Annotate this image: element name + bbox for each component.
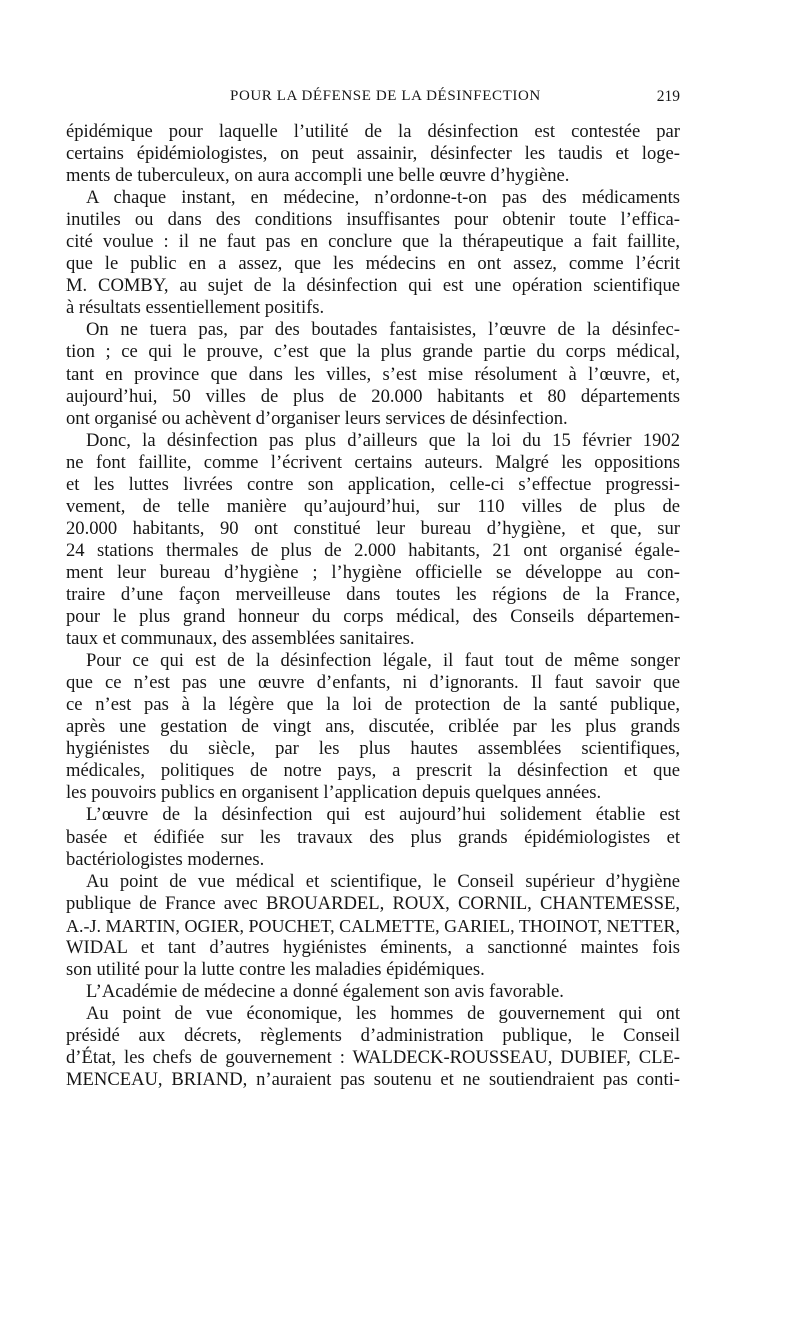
text-line: ce n’est pas à la légère que la loi de protection de la santé publique, (66, 694, 680, 716)
text-line: 24 stations thermales de plus de 2.000 habitants, 21 ont organisé égale- (66, 539, 680, 561)
text-line: après une gestation de vingt ans, discutée, criblée par les plus grands (66, 716, 680, 738)
text-line: présidé aux décrets, règlements d’administration publique, le Conseil (66, 1024, 680, 1046)
text-line: et les luttes livrées contre son application, celle-ci s’effectue progressi- (66, 473, 680, 495)
text-line: Pour ce qui est de la désinfection légale, il faut tout de même songer (86, 650, 680, 672)
text-line: taux et communaux, des assemblées sanitaires. (66, 628, 415, 650)
text-line: les pouvoirs publics en organisent l’application depuis quelques années. (66, 782, 602, 804)
text-line: MENCEAU, BRIAND, n’auraient pas soutenu et ne soutiendraient pas conti- (66, 1069, 680, 1091)
text-line: ment leur bureau d’hygiène ; l’hygiène officielle se développe au con- (66, 561, 680, 583)
text-line: basée et édifiée sur les travaux des plus grands épidémiologistes et (66, 826, 680, 848)
text-line: publique de France avec BROUARDEL, ROUX, CORNIL, CHANTEMESSE, (66, 892, 680, 914)
text-line: d’État, les chefs de gouvernement : WALDECK-ROUSSEAU, DUBIEF, CLE- (66, 1046, 680, 1068)
text-line: traire d’une façon merveilleuse dans toutes les régions de la France, (66, 583, 680, 605)
page-number: 219 (656, 88, 680, 105)
text-line: tion ; ce qui le prouve, c’est que la plus grande partie du corps médical, (66, 341, 680, 363)
page-header (66, 88, 680, 112)
text-line: que le public en a assez, que les médecins en ont assez, comme l’écrit (66, 253, 680, 275)
text-line: épidémique pour laquelle l’utilité de la désinfection est contestée par (66, 121, 680, 142)
text-line: M. COMBY, au sujet de la désinfection qui est une opération scientifique (66, 275, 680, 297)
text-line: ne font faillite, comme l’écrivent certains auteurs. Malgré les oppositions (66, 451, 680, 473)
text-line: médicales, politiques de notre pays, a prescrit la désinfection et que (66, 760, 680, 782)
text-line: A chaque instant, en médecine, n’ordonne-t-on pas des médicaments (86, 187, 680, 209)
text-line: aujourd’hui, 50 villes de plus de 20.000 habitants et 80 départements (66, 385, 680, 407)
text-line: L’Académie de médecine a donné également son avis favorable. (86, 980, 564, 1002)
text-line: 20.000 habitants, 90 ont constitué leur bureau d’hygiène, et que, sur (66, 517, 680, 539)
text-line: Au point de vue économique, les hommes de gouvernement qui ont (86, 1002, 680, 1024)
text-line: A.-J. MARTIN, OGIER, POUCHET, CALMETTE, GARIEL, THOINOT, NETTER, (66, 915, 680, 936)
text-line: WIDAL et tant d’autres hygiénistes éminents, a sanctionné maintes fois (66, 936, 680, 958)
text-line: tant en province que dans les villes, s’est mise résolument à l’œuvre, et, (66, 363, 680, 385)
text-line: à résultats essentiellement positifs. (66, 297, 325, 319)
text-line: Au point de vue médical et scientifique, le Conseil supérieur d’hygiène (86, 870, 680, 892)
text-line: Donc, la désinfection pas plus d’ailleurs que la loi du 15 février 1902 (86, 429, 680, 451)
body-text (66, 121, 680, 1091)
text-line: hygiénistes du siècle, par les plus hautes assemblées scientifiques, (66, 738, 680, 760)
text-line: vement, de telle manière qu’aujourd’hui, sur 110 villes de plus de (66, 495, 680, 517)
text-line: inutiles ou dans des conditions insuffisantes pour obtenir toute l’effica- (66, 209, 680, 231)
text-line: ments de tuberculeux, on aura accompli une belle œuvre d’hygiène. (66, 165, 570, 187)
text-line: son utilité pour la lutte contre les maladies épidémiques. (66, 958, 485, 980)
text-line: ont organisé ou achèvent d’organiser leurs services de désinfection. (66, 407, 568, 429)
text-line: On ne tuera pas, par des boutades fantaisistes, l’œuvre de la désinfec- (86, 319, 680, 341)
running-head: POUR LA DÉFENSE DE LA DÉSINFECTION (230, 88, 541, 104)
text-line: L’œuvre de la désinfection qui est aujourd’hui solidement établie est (86, 804, 680, 826)
text-line: certains épidémiologistes, on peut assainir, désinfecter les taudis et loge- (66, 143, 680, 165)
text-line: que ce n’est pas une œuvre d’enfants, ni d’ignorants. Il faut savoir que (66, 672, 680, 694)
text-line: pour le plus grand honneur du corps médical, des Conseils départemen- (66, 606, 680, 628)
text-line: cité voulue : il ne faut pas en conclure que la thérapeutique a fait faillite, (66, 231, 680, 253)
text-line: bactériologistes modernes. (66, 848, 265, 870)
